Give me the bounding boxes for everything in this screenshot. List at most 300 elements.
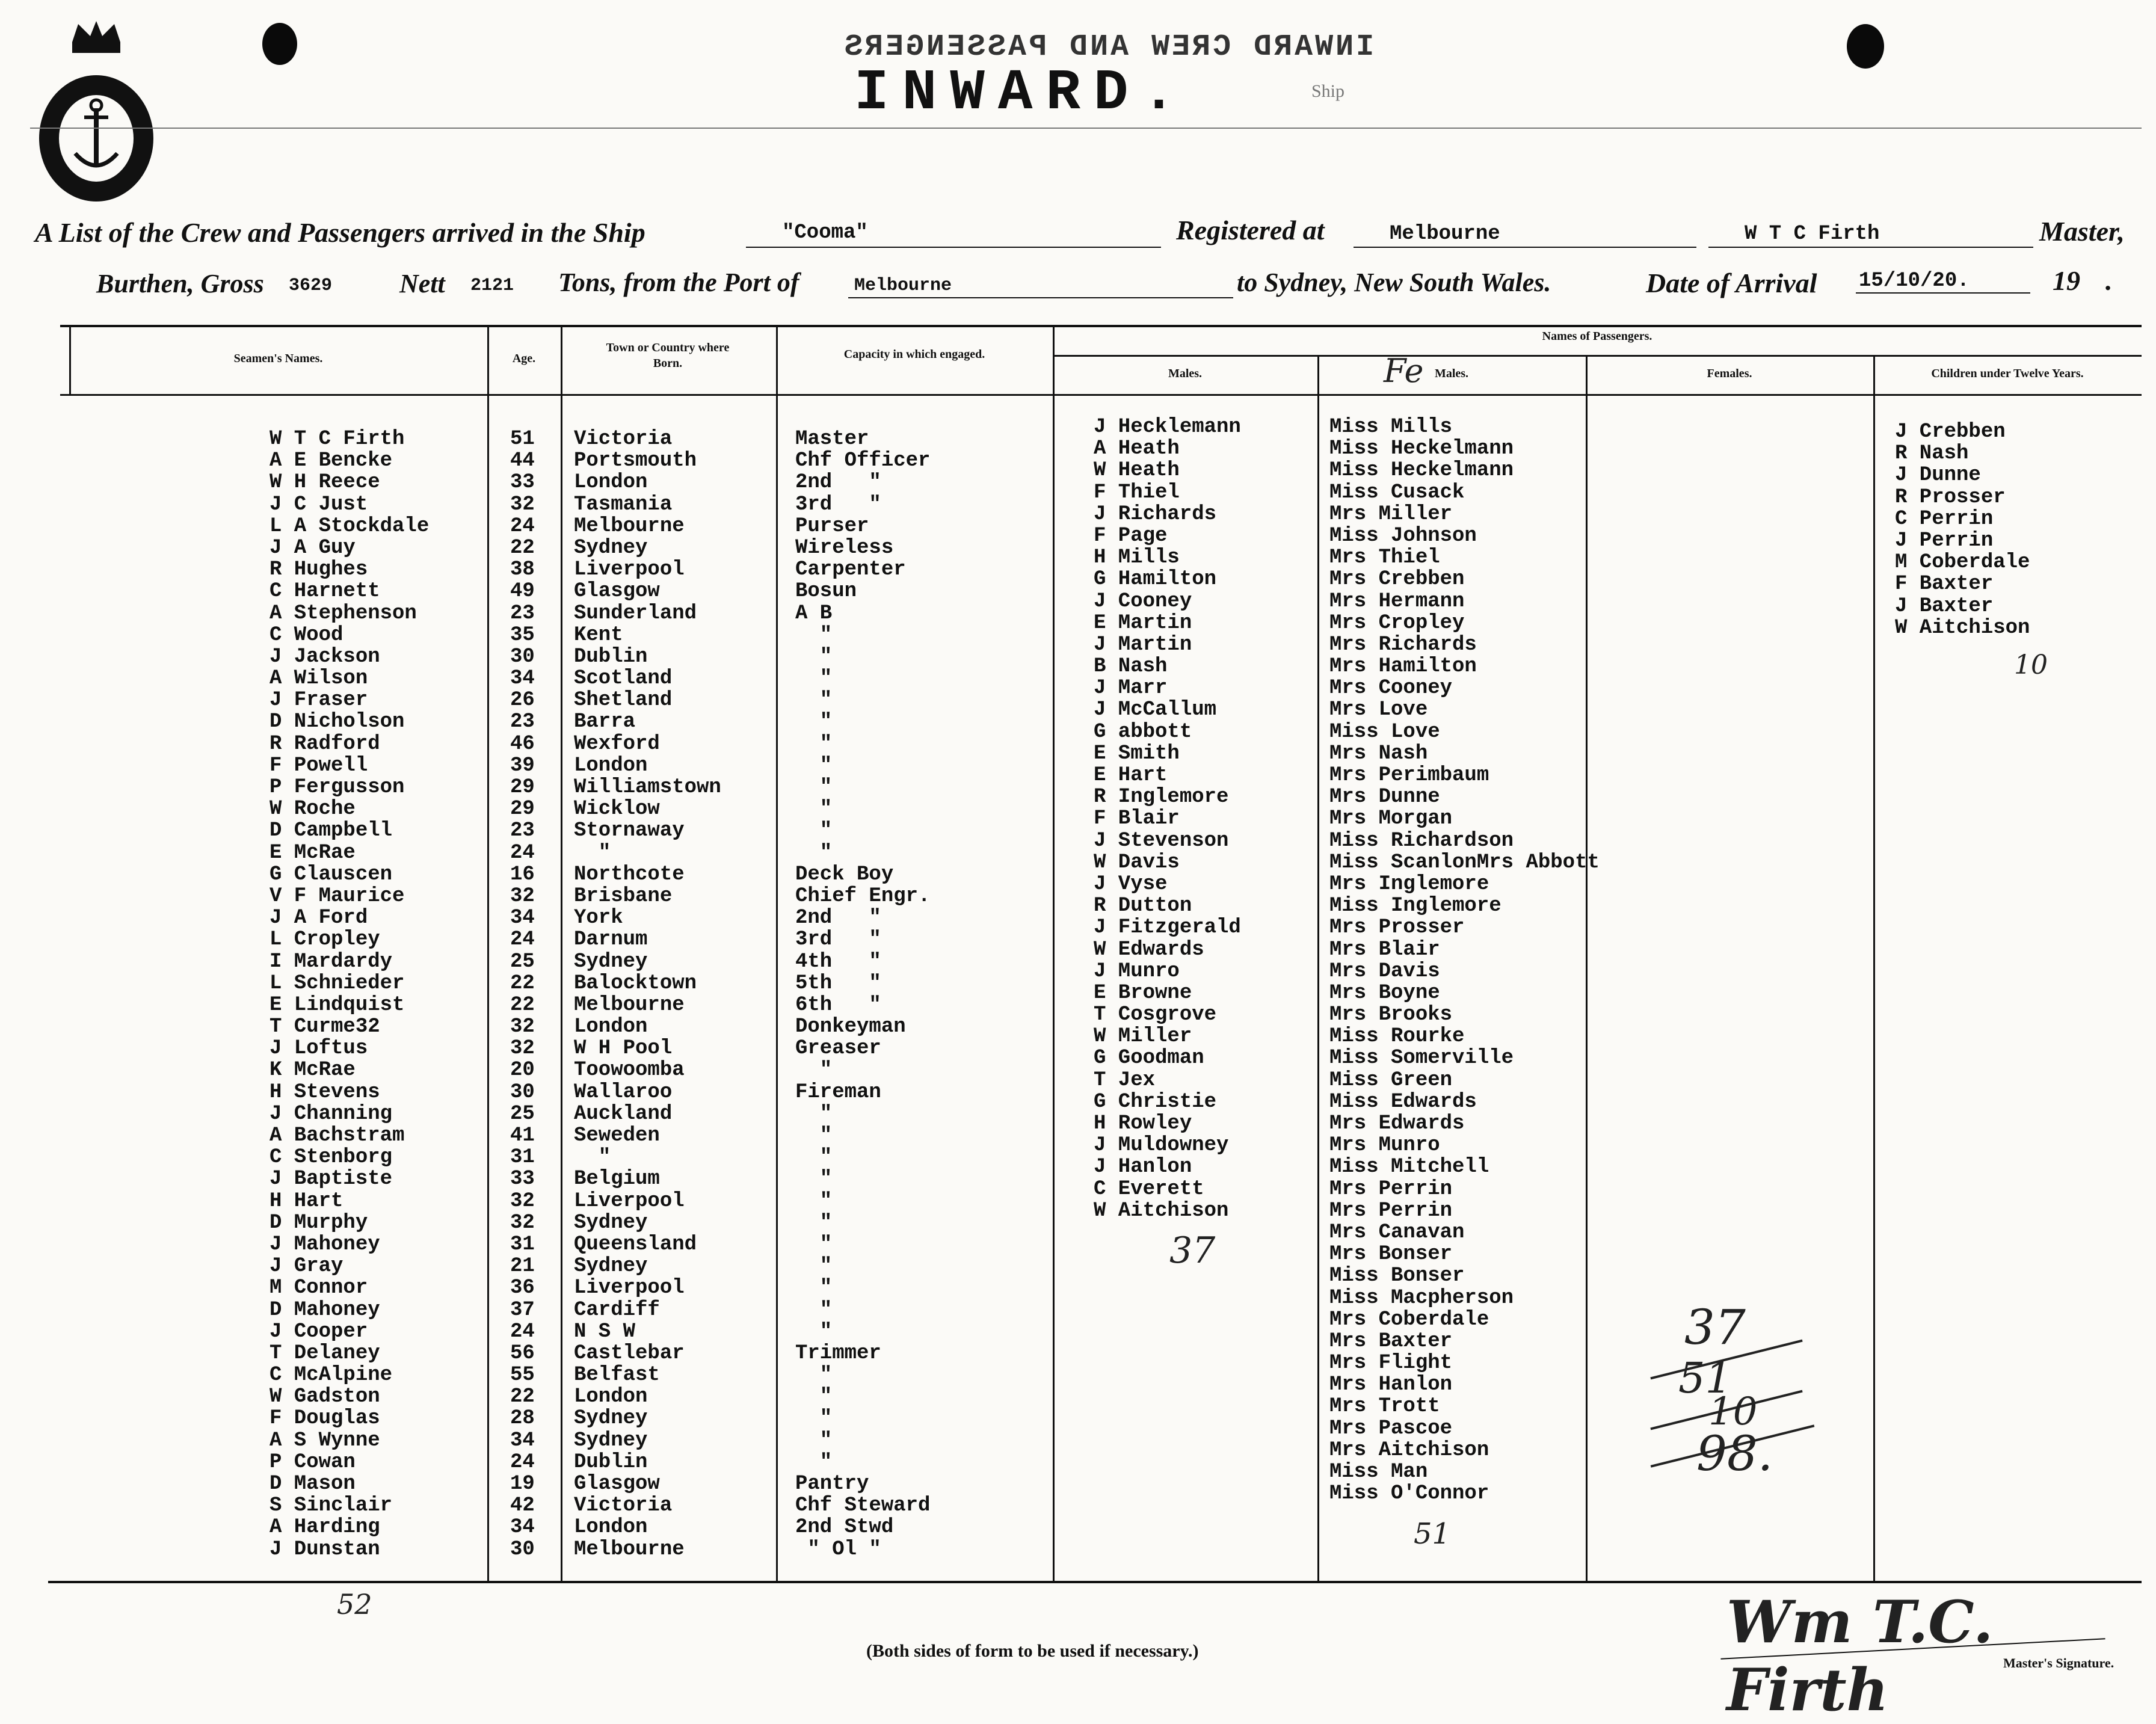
master-rule <box>1708 247 2033 248</box>
female-passenger: Mrs Blair <box>1329 938 1440 961</box>
master-name: W T C Firth <box>1745 223 1880 245</box>
crew-name: D Nicholson <box>270 710 405 734</box>
crew-town: Liverpool <box>574 1189 685 1213</box>
crew-age: 24 <box>510 841 535 864</box>
crew-age: 37 <box>510 1298 535 1322</box>
header-passengers: Names of Passengers. <box>1542 330 1652 343</box>
male-passenger: J McCallum <box>1094 698 1217 722</box>
crew-capacity: " <box>795 841 833 864</box>
crew-name: D Campbell <box>270 819 393 843</box>
crew-name: H Hart <box>270 1189 343 1213</box>
crew-town: Sydney <box>574 1255 648 1278</box>
crew-town: Northcote <box>574 863 685 886</box>
crew-age: 34 <box>510 1429 535 1452</box>
crew-town: Balocktown <box>574 971 697 995</box>
crew-name: J C Just <box>270 493 368 516</box>
crew-town: London <box>574 1015 648 1039</box>
male-passenger: W Miller <box>1094 1025 1192 1048</box>
female-passenger: Mrs Baxter <box>1329 1329 1453 1353</box>
mirrored-title: INWARD CREW AND PASSENGERS <box>842 30 1375 64</box>
male-passenger: F Thiel <box>1094 481 1180 504</box>
female-passenger: Mrs Miller <box>1329 502 1453 526</box>
crew-capacity: " <box>795 798 833 821</box>
male-passenger: J Hanlon <box>1094 1156 1192 1179</box>
crew-town: Sydney <box>574 950 648 973</box>
male-passenger: F Page <box>1094 524 1168 547</box>
female-passenger: Mrs Perimbaum <box>1329 764 1489 787</box>
crew-age: 20 <box>510 1059 535 1082</box>
crew-age: 33 <box>510 1168 535 1191</box>
header-fe-annotation: Fe <box>1384 352 1424 390</box>
crew-town: Queensland <box>574 1233 697 1256</box>
crew-age: 39 <box>510 754 535 777</box>
master-signature: Wm T.C. Firth <box>1726 1588 1994 1724</box>
crew-name: D Murphy <box>270 1211 368 1234</box>
tons-port-label: Tons, from the Port of <box>558 268 799 297</box>
crew-town: Victoria <box>574 1494 673 1518</box>
crew-name: W H Reece <box>270 471 380 494</box>
male-passenger: R Inglemore <box>1094 786 1229 809</box>
crew-town: Darnum <box>574 928 648 952</box>
male-passenger: A Heath <box>1094 437 1180 461</box>
male-passenger: W Davis <box>1094 851 1180 874</box>
header-age: Age. <box>512 352 536 365</box>
female-passenger: Mrs Boyne <box>1329 981 1440 1005</box>
crew-age: 21 <box>510 1255 535 1278</box>
crew-capacity: " <box>795 1233 833 1256</box>
crew-name: L Schnieder <box>270 971 405 995</box>
registered-at: Melbourne <box>1390 223 1500 245</box>
female-passenger: Miss Bonser <box>1329 1264 1465 1288</box>
crew-capacity: " <box>795 1255 833 1278</box>
crew-town: Wexford <box>574 732 660 756</box>
female-passenger: Mrs Davis <box>1329 959 1440 983</box>
female-passenger: Mrs Morgan <box>1329 807 1453 831</box>
crew-age: 30 <box>510 1080 535 1104</box>
crew-capacity: " <box>795 667 833 691</box>
female-passenger: Miss Green <box>1329 1068 1453 1092</box>
female-passenger: Miss Heckelmann <box>1329 437 1514 461</box>
female-passenger: Mrs Thiel <box>1329 546 1440 570</box>
signature-label: Master's Signature. <box>2003 1655 2114 1670</box>
female-passenger: Mrs Richards <box>1329 633 1477 656</box>
col-rule-males2 <box>1317 356 1319 1582</box>
female-passenger: Mrs Coberdale <box>1329 1308 1489 1331</box>
female-passenger: Mrs Cropley <box>1329 611 1465 635</box>
crew-town: York <box>574 907 623 930</box>
female-passenger: Miss Cusack <box>1329 481 1465 504</box>
female-passenger: Mrs Trott <box>1329 1395 1440 1418</box>
child-passenger: W Aitchison <box>1895 616 2030 639</box>
crew-age: 29 <box>510 776 535 799</box>
crew-age: 32 <box>510 884 535 908</box>
crew-age: 33 <box>510 471 535 494</box>
crew-age: 22 <box>510 1385 535 1409</box>
crew-age: 23 <box>510 602 535 625</box>
crew-town: Auckland <box>574 1102 673 1125</box>
child-passenger: R Nash <box>1895 442 1969 466</box>
male-passenger: J Muldowney <box>1094 1134 1229 1157</box>
male-passenger: H Rowley <box>1094 1112 1192 1135</box>
arrival-rule <box>1856 292 2030 294</box>
crew-age: 22 <box>510 536 535 559</box>
ship-name-rule <box>746 247 1161 248</box>
crew-town: " <box>574 841 611 864</box>
crew-name: L A Stockdale <box>270 514 430 538</box>
male-passenger: G Christie <box>1094 1090 1217 1113</box>
crew-age: 34 <box>510 1516 535 1539</box>
female-passenger: Mrs Dunne <box>1329 786 1440 809</box>
crew-name: P Fergusson <box>270 776 405 799</box>
crew-capacity: " <box>795 1189 833 1213</box>
crew-age: 55 <box>510 1364 535 1387</box>
crew-town: Portsmouth <box>574 449 697 473</box>
crew-age: 23 <box>510 710 535 734</box>
crew-capacity: 5th " <box>795 971 881 995</box>
crew-name: J Mahoney <box>270 1233 380 1256</box>
crew-capacity: Purser <box>795 514 869 538</box>
crew-town: Wallaroo <box>574 1080 673 1104</box>
female-passenger: Mrs Crebben <box>1329 568 1465 591</box>
crew-capacity: " <box>795 710 833 734</box>
crew-name: E McRae <box>270 841 356 864</box>
crew-capacity: Greaser <box>795 1037 881 1061</box>
males-count-annotation: 37 <box>1169 1230 1216 1272</box>
crew-capacity: A B <box>795 602 833 625</box>
male-passenger: J Munro <box>1094 959 1180 983</box>
crew-town: Barra <box>574 710 636 734</box>
crew-name: H Stevens <box>270 1080 380 1104</box>
crew-name: A E Bencke <box>270 449 393 473</box>
tally-10: 10 <box>1708 1390 1758 1434</box>
crew-age: 42 <box>510 1494 535 1518</box>
crew-name: C Wood <box>270 623 343 647</box>
female-passenger: Mrs Cooney <box>1329 677 1453 700</box>
child-passenger: M Coberdale <box>1895 551 2030 574</box>
header-capacity: Capacity in which engaged. <box>843 348 985 361</box>
nett-label: Nett <box>399 269 445 298</box>
crew-name: W T C Firth <box>270 428 405 451</box>
crew-capacity: " <box>795 1168 833 1191</box>
passenger-subheader-rule <box>1053 355 2142 357</box>
male-passenger: T Jex <box>1094 1068 1156 1092</box>
crew-age: 19 <box>510 1473 535 1495</box>
crew-age: 26 <box>510 689 535 712</box>
male-passenger: G abbott <box>1094 720 1192 743</box>
crew-name: C Harnett <box>270 580 380 603</box>
crew-name: T Delaney <box>270 1341 380 1365</box>
male-passenger: E Browne <box>1094 981 1192 1005</box>
port-rule <box>848 297 1233 298</box>
male-passenger: J Cooney <box>1094 590 1192 613</box>
crew-age: 34 <box>510 667 535 691</box>
crew-capacity: " <box>795 645 833 668</box>
female-passenger: Mrs Edwards <box>1329 1112 1465 1135</box>
crew-name: C Stenborg <box>270 1146 393 1169</box>
crew-capacity: " Ol " <box>795 1538 881 1561</box>
male-passenger: T Cosgrove <box>1094 1003 1217 1027</box>
crew-town: Stornaway <box>574 819 685 843</box>
gross-tonnage: 3629 <box>289 276 333 296</box>
crew-town: London <box>574 1516 648 1539</box>
female-passenger: Miss Mitchell <box>1329 1156 1489 1179</box>
crew-age: 30 <box>510 1538 535 1561</box>
crew-town: Wicklow <box>574 798 660 821</box>
female-passenger: Mrs Prosser <box>1329 916 1465 940</box>
shipping-seal-emblem <box>36 18 156 205</box>
crew-town: London <box>574 1385 648 1409</box>
crew-name: D Mason <box>270 1473 356 1495</box>
crew-capacity: Pantry <box>795 1473 869 1495</box>
header-females: Females. <box>1707 367 1752 380</box>
crew-capacity: 2nd " <box>795 907 881 930</box>
female-passenger: Mrs Hermann <box>1329 590 1465 613</box>
crew-capacity: " <box>795 1450 833 1474</box>
nett-tonnage: 2121 <box>470 276 514 296</box>
crew-name: V F Maurice <box>270 884 405 908</box>
crew-name: R Hughes <box>270 558 368 582</box>
female-passenger: Miss Man <box>1329 1461 1428 1483</box>
crew-age: 24 <box>510 928 535 952</box>
male-passenger: R Dutton <box>1094 894 1192 918</box>
crew-name: R Radford <box>270 732 380 756</box>
child-passenger: J Dunne <box>1895 464 1981 487</box>
female-passenger: Mrs Love <box>1329 698 1428 722</box>
header-seamen: Seamen's Names. <box>233 352 323 365</box>
crew-age: 22 <box>510 971 535 995</box>
crew-capacity: Fireman <box>795 1080 881 1104</box>
crew-name: J Gray <box>270 1255 343 1278</box>
crew-capacity: Master <box>795 428 869 451</box>
crew-name: S Sinclair <box>270 1494 393 1518</box>
crew-age: 32 <box>510 1189 535 1213</box>
crew-age: 23 <box>510 819 535 843</box>
child-passenger: J Perrin <box>1895 529 1994 552</box>
crew-town: Toowoomba <box>574 1059 685 1082</box>
male-passenger: F Blair <box>1094 807 1180 831</box>
crew-capacity: 4th " <box>795 950 881 973</box>
female-passenger: Miss Somerville <box>1329 1047 1514 1070</box>
crew-age: 25 <box>510 950 535 973</box>
crew-name: D Mahoney <box>270 1298 380 1322</box>
crew-capacity: " <box>795 776 833 799</box>
male-passenger: E Martin <box>1094 611 1192 635</box>
header-males: Males. <box>1168 367 1203 380</box>
female-passenger: Mrs Perrin <box>1329 1177 1453 1201</box>
crew-name: E Lindquist <box>270 993 405 1017</box>
arrival-date: 15/10/20. <box>1859 269 1970 292</box>
tally-51: 51 <box>1678 1353 1732 1403</box>
col-rule-capacity <box>776 325 778 1582</box>
female-passenger: Miss Macpherson <box>1329 1286 1514 1310</box>
crew-capacity: " <box>795 1124 833 1147</box>
crew-age: 25 <box>510 1102 535 1125</box>
female-passenger: Mrs Munro <box>1329 1134 1440 1157</box>
crew-name: W Gadston <box>270 1385 380 1409</box>
crew-name: J Cooper <box>270 1320 368 1343</box>
female-passenger: Mrs Inglemore <box>1329 872 1489 896</box>
punch-hole-right <box>1847 24 1884 69</box>
crew-name: T Curme32 <box>270 1015 380 1039</box>
crew-capacity: " <box>795 1059 833 1082</box>
col-rule-age <box>487 325 489 1582</box>
registered-rule <box>1354 247 1696 248</box>
male-passengers-column <box>1094 416 1241 1222</box>
crew-capacity: " <box>795 1276 833 1300</box>
crew-name: W Roche <box>270 798 356 821</box>
crew-ages-column <box>510 428 535 1560</box>
crew-name: I Mardardy <box>270 950 393 973</box>
crew-age: 28 <box>510 1407 535 1430</box>
crew-capacity: Chf Officer <box>795 449 931 473</box>
list-label: A List of the Crew and Passengers arrived in the Ship <box>35 217 645 248</box>
crew-town: Sydney <box>574 536 648 559</box>
crew-age: 29 <box>510 798 535 821</box>
crew-name: J Fraser <box>270 689 368 712</box>
male-passenger: W Aitchison <box>1094 1199 1229 1222</box>
crew-town: Tasmania <box>574 493 673 516</box>
crew-towns-column <box>574 428 721 1560</box>
crew-capacity: " <box>795 1320 833 1343</box>
crew-age: 32 <box>510 1211 535 1234</box>
female-passenger: Miss Edwards <box>1329 1090 1477 1113</box>
crew-capacity: Wireless <box>795 536 894 559</box>
child-passenger: R Prosser <box>1895 485 2006 509</box>
crew-town: Liverpool <box>574 558 685 582</box>
crew-name: J Jackson <box>270 645 380 668</box>
col-rule-males <box>1053 325 1055 1582</box>
crew-town: Williamstown <box>574 776 721 799</box>
children-count-annotation: 10 <box>2014 650 2048 680</box>
crew-town: Scotland <box>574 667 673 691</box>
crew-capacity: Chf Steward <box>795 1494 931 1518</box>
crew-town: Victoria <box>574 428 673 451</box>
crew-capacity: " <box>795 1146 833 1169</box>
tally-37: 37 <box>1684 1299 1746 1355</box>
crew-capacity: Chief Engr. <box>795 884 931 908</box>
crew-capacity: " <box>795 732 833 756</box>
header-town: Town or Country where Born. <box>606 341 730 370</box>
crew-name: P Cowan <box>270 1450 356 1474</box>
crew-name: J A Guy <box>270 536 356 559</box>
male-passenger: J Stevenson <box>1094 829 1229 852</box>
registered-label: Registered at <box>1176 215 1325 245</box>
header-bottom-rule <box>60 394 2142 396</box>
crew-town: Glasgow <box>574 1473 660 1495</box>
crew-capacity: " <box>795 689 833 712</box>
crew-age: 32 <box>510 1015 535 1039</box>
male-passenger: H Mills <box>1094 546 1180 570</box>
crew-town: Dublin <box>574 1450 648 1474</box>
male-passenger: W Edwards <box>1094 938 1204 961</box>
female-passenger: Miss Heckelmann <box>1329 459 1514 482</box>
master-label: Master, <box>2039 216 2125 247</box>
crew-town: Sunderland <box>574 602 697 625</box>
male-passenger: J Martin <box>1094 633 1192 656</box>
form-title: INWARD. <box>854 60 1190 126</box>
crew-name: J A Ford <box>270 907 368 930</box>
crew-capacity: " <box>795 1298 833 1322</box>
crew-town: Seweden <box>574 1124 660 1147</box>
female-passenger: Mrs Brooks <box>1329 1003 1453 1027</box>
crew-name: A S Wynne <box>270 1429 380 1452</box>
punch-hole-left <box>262 23 297 65</box>
crew-town: Liverpool <box>574 1276 685 1300</box>
crew-name: J Dunstan <box>270 1538 380 1561</box>
crew-town: Belfast <box>574 1364 660 1387</box>
crew-capacity: Donkeyman <box>795 1015 906 1039</box>
crew-capacity: " <box>795 1102 833 1125</box>
female-passenger: Mrs Canavan <box>1329 1221 1465 1244</box>
children-column <box>1895 421 2030 639</box>
crew-town: Castlebar <box>574 1341 685 1365</box>
crew-capacity: " <box>795 1364 833 1387</box>
crew-town: Sydney <box>574 1429 648 1452</box>
crew-town: London <box>574 754 648 777</box>
crew-town: London <box>574 471 648 494</box>
female-passengers-column <box>1329 416 1600 1504</box>
crew-capacity: Bosun <box>795 580 857 603</box>
crew-town: Melbourne <box>574 993 685 1017</box>
tally-total: 98. <box>1696 1426 1773 1482</box>
crew-age: 51 <box>510 428 535 451</box>
table-top-rule <box>60 325 2142 327</box>
crew-name: G Clauscen <box>270 863 393 886</box>
child-passenger: J Crebben <box>1895 420 2006 443</box>
male-passenger: J Marr <box>1094 677 1168 700</box>
crew-name: J Loftus <box>270 1037 368 1061</box>
crew-age: 22 <box>510 993 535 1017</box>
male-passenger: J Vyse <box>1094 872 1168 896</box>
crew-town: W H Pool <box>574 1037 673 1061</box>
crew-town: Cardiff <box>574 1298 660 1322</box>
crew-name: K McRae <box>270 1059 356 1082</box>
female-passenger: Miss Johnson <box>1329 524 1477 547</box>
female-passenger: Mrs Bonser <box>1329 1243 1453 1266</box>
crew-name: L Cropley <box>270 928 380 952</box>
crew-capacity: " <box>795 1429 833 1452</box>
child-passenger: J Baxter <box>1895 594 1994 618</box>
crew-capacity: 3rd " <box>795 493 881 516</box>
female-passenger: Mrs Pascoe <box>1329 1417 1453 1440</box>
female-passenger: Miss Richardson <box>1329 829 1514 852</box>
female-passenger: Miss ScanlonMrs Abbott <box>1329 851 1600 874</box>
crew-age: 56 <box>510 1341 535 1365</box>
crew-age: 30 <box>510 645 535 668</box>
female-passenger: Miss Mills <box>1329 416 1453 439</box>
female-passenger: Miss O'Connor <box>1329 1482 1489 1506</box>
year-suffix: . <box>2105 265 2113 296</box>
crew-town: Kent <box>574 623 623 647</box>
table-bottom-rule <box>48 1581 2142 1583</box>
crew-age: 24 <box>510 1320 535 1343</box>
female-passenger: Mrs Flight <box>1329 1352 1453 1375</box>
to-sydney-label: to Sydney, New South Wales. <box>1237 268 1551 297</box>
crew-name: J Channing <box>270 1102 393 1125</box>
female-passenger: Mrs Perrin <box>1329 1199 1453 1222</box>
male-passenger: G Goodman <box>1094 1047 1204 1070</box>
crew-age: 16 <box>510 863 535 886</box>
crew-names-column <box>270 428 429 1560</box>
ship-name: "Cooma" <box>782 221 868 244</box>
crew-capacity: Deck Boy <box>795 863 894 886</box>
female-passenger: Mrs Hamilton <box>1329 655 1477 679</box>
crew-age: 31 <box>510 1146 535 1169</box>
header-males-2: Males. <box>1434 367 1469 380</box>
crew-town: Shetland <box>574 689 673 712</box>
male-passenger: E Hart <box>1094 764 1168 787</box>
crew-age: 24 <box>510 514 535 538</box>
